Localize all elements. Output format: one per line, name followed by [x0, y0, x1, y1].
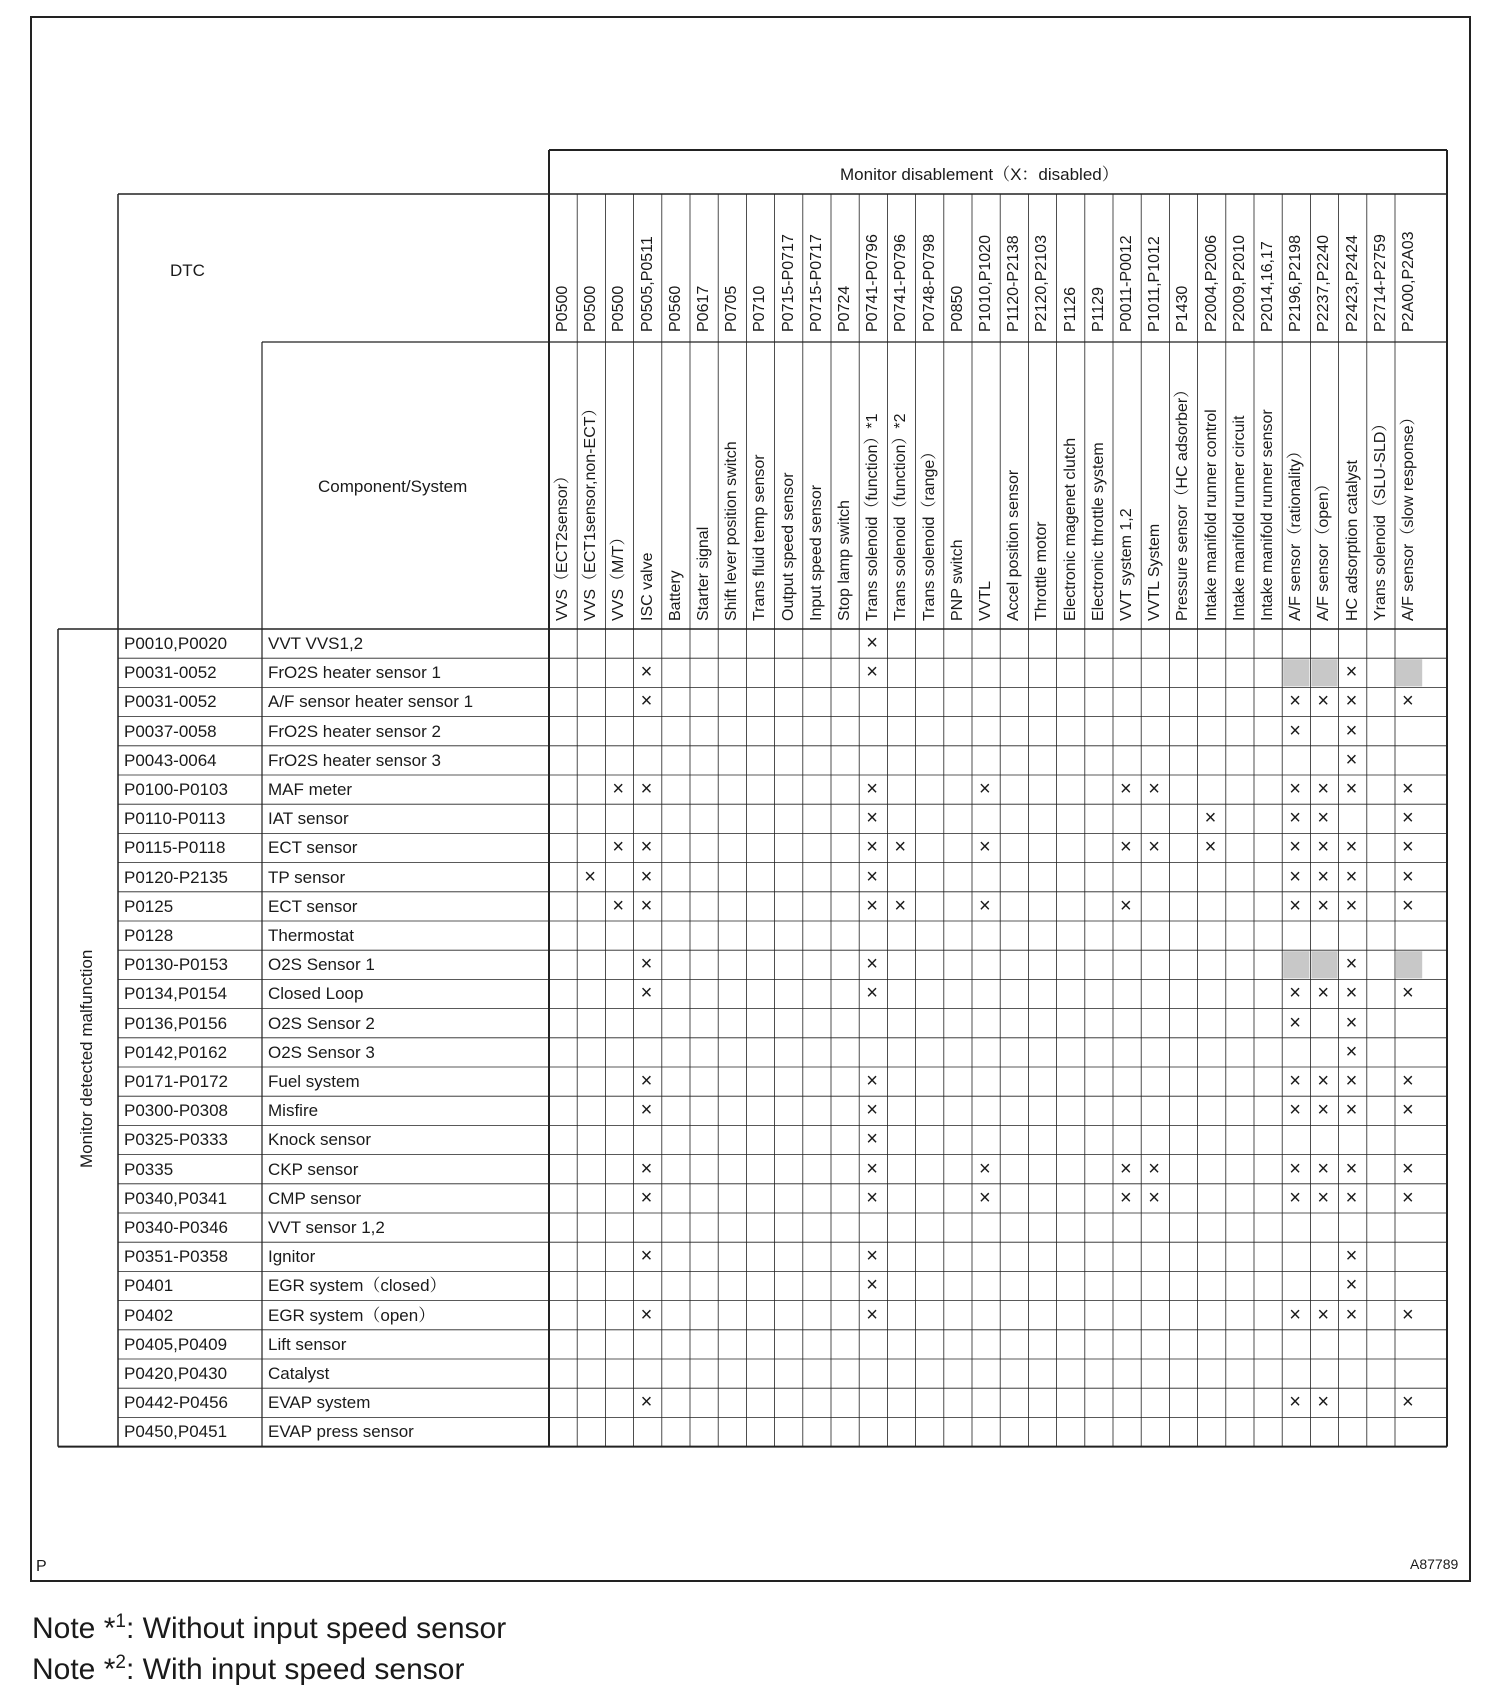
disable-mark: ×	[1289, 1099, 1301, 1122]
row-component: FrO2S heater sensor 1	[268, 663, 441, 683]
disable-mark: ×	[640, 1391, 653, 1414]
column-dtc-label: P0715-P0717	[779, 234, 797, 332]
column-component-label: A/F sensor（slow response）	[1400, 409, 1417, 621]
disable-mark: ×	[1148, 836, 1160, 859]
column-dtc-label: P2237,P2240	[1315, 235, 1333, 332]
disable-mark: ×	[866, 661, 878, 684]
disable-mark: ×	[1345, 953, 1358, 976]
row-dtc: P0136,P0156	[124, 1013, 228, 1033]
disable-mark: ×	[584, 865, 596, 888]
row-dtc: P0134,P0154	[124, 984, 228, 1004]
disable-mark: ×	[1402, 1303, 1414, 1326]
column-dtc-label: P0748-P0798	[920, 234, 938, 332]
disable-mark: ×	[866, 1157, 878, 1180]
column-component-label: ISC valve	[638, 552, 656, 621]
row-dtc: P0130-P0153	[124, 955, 228, 975]
disable-mark: ×	[640, 1303, 653, 1326]
row-dtc: P0100-P0103	[124, 780, 228, 799]
row-dtc: P0110-P0113	[124, 809, 226, 829]
row-component: FrO2S heater sensor 3	[268, 750, 441, 770]
column-component-label: Throttle motor	[1033, 521, 1051, 621]
column-component-label: Intake manifold runner sensor	[1259, 409, 1276, 621]
column-dtc-label: P2196,P2198	[1287, 235, 1305, 332]
disable-mark: ×	[866, 894, 878, 917]
disable-mark: ×	[1317, 1303, 1330, 1326]
disable-mark: ×	[979, 894, 991, 917]
disable-mark: ×	[640, 1186, 653, 1209]
corner-label-left: P	[36, 1558, 47, 1575]
row-dtc: P0340-P0346	[124, 1218, 228, 1237]
column-dtc-label: P0850	[948, 285, 966, 332]
disable-mark: ×	[979, 1157, 991, 1180]
disable-mark: ×	[1204, 836, 1217, 859]
row-dtc: P0442-P0456	[124, 1393, 228, 1413]
disable-mark: ×	[612, 836, 625, 859]
column-dtc-label: P0715-P0717	[807, 234, 825, 332]
row-dtc: P0037-0058	[124, 721, 217, 741]
disable-mark: ×	[866, 807, 878, 830]
disable-mark: ×	[640, 865, 653, 888]
disable-mark: ×	[1289, 982, 1301, 1005]
disable-mark: ×	[1345, 836, 1358, 859]
row-dtc: P0120-P2135	[124, 867, 228, 887]
disable-mark: ×	[866, 865, 878, 888]
disable-mark: ×	[1345, 778, 1358, 800]
column-dtc-label: P1011,P1012	[1146, 236, 1164, 332]
row-dtc: P0401	[124, 1276, 174, 1296]
disable-mark: ×	[1402, 1391, 1414, 1414]
row-dtc: P0402	[124, 1305, 174, 1325]
column-component-label: Electronic throttle system	[1089, 442, 1107, 621]
row-dtc: P0043-0064	[124, 750, 217, 770]
disable-mark: ×	[1345, 894, 1358, 917]
disable-mark: ×	[866, 1303, 878, 1326]
disable-mark: ×	[1402, 894, 1414, 917]
disable-mark: ×	[894, 894, 907, 917]
disable-mark: ×	[640, 836, 653, 859]
column-dtc-label: P0741-P0796	[892, 234, 910, 332]
column-component-label: PNP switch	[948, 539, 966, 621]
column-dtc-label: P0011-P0012	[1118, 235, 1135, 332]
disable-mark: ×	[1402, 807, 1414, 830]
disable-mark: ×	[1148, 778, 1160, 800]
shaded-cell	[1396, 951, 1422, 978]
diagram-frame	[30, 16, 1471, 1582]
disable-mark: ×	[1317, 690, 1330, 713]
column-dtc-label: P0724	[836, 285, 853, 332]
column-dtc-label: P0560	[666, 285, 684, 332]
row-component: A/F sensor heater sensor 1	[268, 692, 474, 712]
disable-mark: ×	[1289, 1186, 1301, 1209]
column-component-label: Intake manifold runner circuit	[1230, 415, 1248, 621]
column-component-label: Trans solenoid（function）*1	[864, 413, 882, 621]
disable-mark: ×	[1317, 807, 1330, 830]
column-component-label: Shift lever position switch	[723, 441, 741, 621]
column-component-label: A/F sensor（rationality）	[1287, 443, 1305, 621]
disable-mark: ×	[1317, 1070, 1330, 1092]
disable-mark: ×	[1402, 1070, 1414, 1092]
disable-mark: ×	[1289, 1303, 1301, 1326]
column-dtc-label: P2014,16,17	[1259, 241, 1276, 332]
column-component-label: Trans solenoid（function）*2	[892, 413, 910, 621]
disable-mark: ×	[1345, 719, 1358, 742]
disable-mark: ×	[1289, 1157, 1301, 1180]
disable-mark: ×	[1289, 807, 1301, 830]
disable-mark: ×	[1289, 865, 1301, 888]
figure-id: A87789	[1410, 1556, 1459, 1572]
disable-mark: ×	[640, 661, 653, 684]
row-component: IAT sensor	[268, 809, 349, 829]
column-dtc-label: P0741-P0796	[864, 234, 882, 332]
row-dtc: P0031-0052	[124, 692, 217, 712]
disable-mark: ×	[1120, 1186, 1132, 1209]
disable-mark: ×	[1204, 807, 1217, 830]
row-component: O2S Sensor 1	[268, 955, 375, 975]
column-component-label: Input speed sensor	[807, 484, 825, 621]
column-component-label: A/F sensor（open）	[1315, 476, 1333, 621]
row-dtc: P0300-P0308	[124, 1101, 228, 1121]
row-component: Ignitor	[268, 1247, 316, 1267]
row-dtc: P0351-P0358	[124, 1247, 228, 1267]
disable-mark: ×	[866, 632, 878, 654]
shaded-cell	[1396, 659, 1422, 686]
disable-mark: ×	[1289, 1070, 1301, 1092]
disable-mark: ×	[1345, 690, 1358, 713]
disable-mark: ×	[1345, 1040, 1358, 1063]
disable-mark: ×	[866, 1099, 878, 1122]
disable-mark: ×	[640, 1157, 653, 1180]
row-dtc: P0405,P0409	[124, 1334, 228, 1354]
disable-mark: ×	[1345, 1070, 1358, 1092]
disable-mark: ×	[1289, 719, 1301, 742]
row-component: CKP sensor	[268, 1159, 359, 1179]
disable-mark: ×	[640, 982, 653, 1005]
disable-mark: ×	[866, 836, 878, 859]
row-component: ECT sensor	[268, 838, 358, 858]
disable-mark: ×	[1317, 1186, 1330, 1209]
column-component-label: HC adsorption catalyst	[1343, 460, 1361, 621]
column-dtc-label: P2120,P2103	[1033, 235, 1051, 332]
disable-mark: ×	[1345, 982, 1358, 1005]
disable-mark: ×	[1289, 836, 1301, 859]
disable-mark: ×	[640, 953, 653, 976]
disable-mark: ×	[612, 778, 625, 800]
column-component-label: Output speed sensor	[779, 472, 797, 621]
column-dtc-label: P2A00,P2A03	[1400, 231, 1417, 332]
column-component-label: VVS（M/T）	[610, 529, 628, 621]
row-component: ECT sensor	[268, 896, 358, 916]
row-component: Closed Loop	[268, 984, 364, 1004]
disable-mark: ×	[979, 836, 991, 859]
row-dtc: P0325-P0333	[124, 1130, 228, 1150]
disable-mark: ×	[1289, 1391, 1301, 1414]
table-grid	[32, 18, 1473, 1584]
disable-mark: ×	[866, 1070, 878, 1092]
disable-mark: ×	[1402, 1099, 1414, 1122]
row-component: Fuel system	[268, 1072, 360, 1091]
column-dtc-label: P1126	[1061, 286, 1079, 332]
column-component-label: Accel position sensor	[1005, 469, 1023, 621]
disable-mark: ×	[1148, 1186, 1160, 1209]
component-header: Component/System	[318, 477, 468, 496]
disable-mark: ×	[1289, 1011, 1301, 1034]
column-component-label: VVTL System	[1146, 523, 1164, 621]
row-component: EGR system（open）	[268, 1305, 436, 1325]
row-dtc: P0125	[124, 896, 174, 916]
column-dtc-label: P2004,P2006	[1202, 235, 1220, 332]
disable-mark: ×	[640, 1245, 653, 1268]
side-label: Monitor detected malfunction	[77, 949, 96, 1168]
disable-mark: ×	[1402, 1157, 1414, 1180]
disable-mark: ×	[1289, 690, 1301, 713]
disable-mark: ×	[866, 1186, 878, 1209]
row-component: Knock sensor	[268, 1130, 371, 1150]
row-component: VVT sensor 1,2	[268, 1218, 385, 1237]
disable-mark: ×	[866, 1128, 878, 1151]
disable-mark: ×	[866, 1245, 878, 1268]
row-dtc: P0128	[124, 926, 174, 945]
column-dtc-label: P0505,P0511	[638, 236, 656, 332]
disable-mark: ×	[1317, 836, 1330, 859]
row-component: Lift sensor	[268, 1334, 347, 1354]
disable-mark: ×	[640, 1099, 653, 1122]
column-component-label: VVT system 1,2	[1118, 508, 1135, 621]
column-component-label: VVTL	[977, 580, 994, 621]
disable-mark: ×	[894, 836, 907, 859]
disable-mark: ×	[1345, 1186, 1358, 1209]
disable-mark: ×	[1402, 690, 1414, 713]
row-component: TP sensor	[268, 867, 346, 887]
note-1: Note *$^1$: Without input speed sensor	[32, 1611, 507, 1645]
disable-mark: ×	[979, 778, 991, 800]
disable-mark: ×	[640, 778, 653, 800]
disable-mark: ×	[866, 778, 878, 800]
column-component-label: Stop lamp switch	[836, 500, 853, 621]
disable-mark: ×	[1345, 661, 1358, 684]
row-component: O2S Sensor 3	[268, 1042, 375, 1062]
column-dtc-label: P1129	[1089, 286, 1107, 332]
note-2: Note *$^2$: With input speed sensor	[32, 1652, 465, 1686]
shaded-cell	[1311, 951, 1337, 978]
column-dtc-label: P1430	[1174, 285, 1192, 332]
disable-mark: ×	[640, 1070, 653, 1092]
disable-mark: ×	[612, 894, 625, 917]
disable-mark: ×	[1402, 1186, 1414, 1209]
disable-mark: ×	[1317, 1157, 1330, 1180]
row-dtc: P0420,P0430	[124, 1364, 228, 1383]
column-dtc-label: P2423,P2424	[1343, 235, 1361, 332]
disable-mark: ×	[1148, 1157, 1160, 1180]
column-dtc-label: P0500	[610, 285, 628, 332]
column-dtc-label: P1120-P2138	[1005, 235, 1023, 332]
disable-mark: ×	[640, 690, 653, 713]
row-component: EVAP press sensor	[268, 1422, 414, 1442]
disable-mark: ×	[1402, 778, 1414, 800]
disable-mark: ×	[1317, 1099, 1330, 1122]
column-component-label: Yrans solenoid（SLU-SLD）	[1371, 415, 1389, 621]
disable-mark: ×	[1345, 1099, 1358, 1122]
row-component: VVT VVS1,2	[268, 634, 364, 653]
disable-mark: ×	[1317, 894, 1330, 917]
column-dtc-label: P2714-P2759	[1371, 234, 1389, 332]
disable-mark: ×	[1317, 1391, 1330, 1414]
column-component-label: Battery	[666, 570, 684, 621]
disable-mark: ×	[1345, 1011, 1358, 1034]
shaded-cell	[1283, 951, 1309, 978]
column-dtc-label: P2009,P2010	[1230, 235, 1248, 332]
column-component-label: Trans fluid temp sensor	[751, 454, 769, 621]
row-component: CMP sensor	[268, 1188, 362, 1208]
disable-mark: ×	[866, 953, 878, 976]
disable-mark: ×	[1345, 1303, 1358, 1326]
disable-mark: ×	[1317, 865, 1330, 888]
column-component-label: Intake manifold runner control	[1202, 409, 1220, 621]
disable-mark: ×	[1289, 894, 1301, 917]
disable-mark: ×	[979, 1186, 991, 1209]
disable-mark: ×	[1402, 982, 1414, 1005]
column-dtc-label: P0500	[554, 285, 571, 332]
column-dtc-label: P0705	[723, 285, 741, 332]
disable-mark: ×	[1345, 865, 1358, 888]
column-component-label: Starter signal	[695, 526, 712, 621]
disable-mark: ×	[1120, 1157, 1132, 1180]
disable-mark: ×	[866, 1274, 878, 1297]
disable-mark: ×	[1120, 836, 1132, 859]
row-component: Misfire	[268, 1101, 319, 1121]
shaded-cell	[1311, 659, 1337, 686]
disable-mark: ×	[1402, 865, 1414, 888]
disable-mark: ×	[1317, 982, 1330, 1005]
row-dtc: P0171-P0172	[124, 1072, 228, 1091]
row-dtc: P0031-0052	[124, 663, 217, 683]
row-dtc: P0115-P0118	[124, 838, 226, 858]
disable-mark: ×	[1317, 778, 1330, 800]
column-dtc-label: P0617	[695, 285, 712, 332]
column-component-label: Pressure sensor（HC adsorber）	[1174, 381, 1192, 621]
disable-mark: ×	[1402, 836, 1414, 859]
disable-mark: ×	[1120, 894, 1132, 917]
monitor-title: Monitor disablement（X：disabled）	[840, 165, 1119, 184]
disable-mark: ×	[866, 982, 878, 1005]
disable-mark: ×	[1120, 778, 1132, 800]
column-component-label: VVS（ECT1sensor,non-ECT）	[582, 400, 600, 621]
row-component: EVAP system	[268, 1393, 371, 1413]
row-dtc: P0142,P0162	[124, 1042, 228, 1062]
row-component: MAF meter	[268, 780, 353, 799]
disable-mark: ×	[640, 894, 653, 917]
disable-mark: ×	[1345, 1245, 1358, 1268]
row-component: FrO2S heater sensor 2	[268, 721, 441, 741]
column-component-label: VVS（ECT2sensor）	[554, 468, 571, 621]
row-component: Catalyst	[268, 1364, 330, 1383]
disable-mark: ×	[1345, 748, 1358, 771]
disable-mark: ×	[1345, 1274, 1358, 1297]
column-component-label: Trans solenoid（range）	[920, 443, 938, 621]
column-dtc-label: P1010,P1020	[977, 235, 994, 332]
row-dtc: P0450,P0451	[124, 1422, 228, 1442]
row-dtc: P0010,P0020	[124, 634, 228, 653]
shaded-cell	[1283, 659, 1309, 686]
dtc-header: DTC	[170, 261, 205, 280]
row-dtc: P0335	[124, 1159, 174, 1179]
row-component: O2S Sensor 2	[268, 1013, 375, 1033]
column-dtc-label: P0710	[751, 285, 769, 332]
column-dtc-label: P0500	[582, 285, 600, 332]
row-dtc: P0340,P0341	[124, 1188, 228, 1208]
column-component-label: Electronic magenet clutch	[1061, 437, 1079, 621]
row-component: Thermostat	[268, 926, 354, 945]
disable-mark: ×	[1289, 778, 1301, 800]
row-component: EGR system（closed）	[268, 1276, 447, 1296]
disable-mark: ×	[1345, 1157, 1358, 1180]
